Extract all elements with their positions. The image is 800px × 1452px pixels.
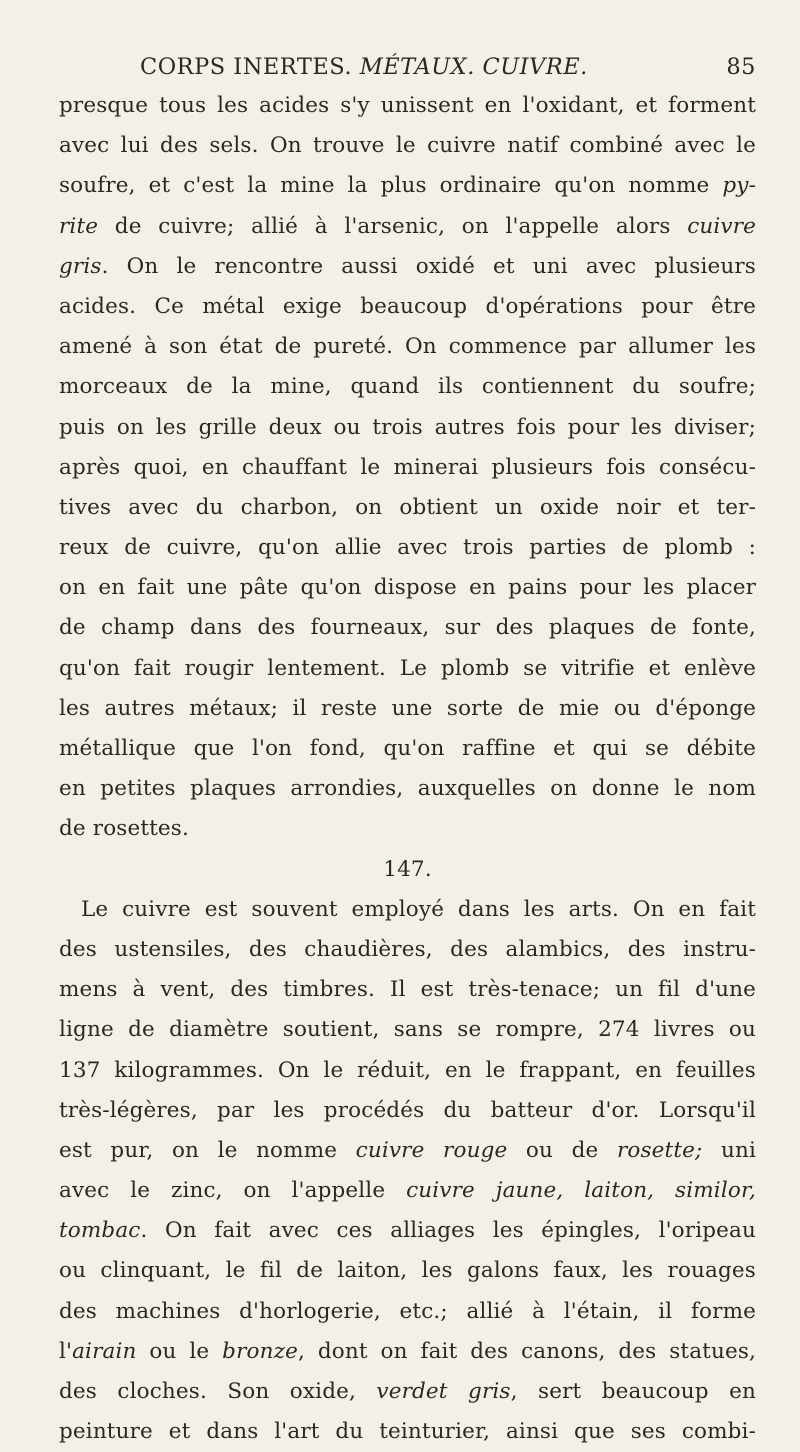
text-run: des cloches. Son oxide, <box>59 1379 377 1404</box>
italic-term: rosette; <box>616 1137 703 1163</box>
text-line: on en fait une pâte qu'on dispose en pains pour les placer <box>59 575 756 601</box>
text-run: uni <box>702 1137 756 1163</box>
text-line: tives avec du charbon, on obtient un oxide noir et ter- <box>59 494 756 520</box>
italic-term: gris <box>59 253 102 279</box>
italic-term: bronze <box>222 1338 298 1364</box>
italic-term: py- <box>722 173 756 199</box>
text-line <box>59 166 756 206</box>
text-line: qu'on fait rougir lentement. Le plomb se vitrifie et enlève <box>59 655 756 681</box>
italic-term: tombac <box>59 1218 141 1244</box>
text-run: avec le zinc, on l'appelle <box>59 1178 407 1204</box>
text-line <box>59 247 756 287</box>
page-header <box>0 46 800 86</box>
text-line: Le cuivre est souvent employé dans les arts. On en fait <box>81 896 756 922</box>
text-line: après quoi, en chauffant le minerai plusieurs fois consécu- <box>59 454 756 480</box>
text-line: des machines d'horlogerie, etc.; allié à l'étain, il forme <box>59 1298 756 1324</box>
text-line: ou clinquant, le fil de laiton, les galons faux, les rouages <box>59 1258 756 1284</box>
text-line: amené à son état de pureté. On commence par allumer les <box>59 334 756 360</box>
text-run: de cuivre; allié à l'arsenic, on l'appelle alors <box>98 213 688 239</box>
text-line <box>59 1332 756 1372</box>
italic-term: verdet gris <box>376 1379 511 1404</box>
italic-term: cuivre <box>687 213 756 239</box>
text-run: ou de <box>507 1137 617 1163</box>
text-line: puis on les grille deux ou trois autres fois pour les diviser; <box>59 414 756 440</box>
italic-term: airain <box>72 1338 137 1364</box>
running-head-text: CORPS INERTES. <box>140 54 353 80</box>
italic-term: rite <box>59 213 99 239</box>
text-line: presque tous les acides s'y unissent en l'oxidant, et forment <box>59 93 756 118</box>
text-line: reux de cuivre, qu'on allie avec trois parties de plomb : <box>59 535 756 561</box>
text-line <box>59 1171 756 1211</box>
text-line: métallique que l'on fond, qu'on raffine et qui se débite <box>59 736 756 761</box>
page-number: 85 <box>726 54 756 80</box>
section-number: 147. <box>383 856 432 882</box>
running-head <box>140 54 588 80</box>
text-run: ou le <box>136 1338 223 1364</box>
running-head-italic: MÉTAUX. CUIVRE. <box>359 54 588 80</box>
text-run: , sert beaucoup en <box>510 1379 756 1404</box>
text-line: acides. Ce métal exige beaucoup d'opérations pour être <box>59 293 756 319</box>
italic-term: cuivre rouge <box>355 1137 508 1163</box>
text-run: l' <box>59 1338 73 1364</box>
text-line <box>59 207 756 247</box>
text-line <box>59 1372 756 1412</box>
text-line: en petites plaques arrondies, auxquelles on donne le nom <box>59 776 756 802</box>
text-line: 137 kilogrammes. On le réduit, en le frappant, en feuilles <box>59 1057 756 1083</box>
text-line: les autres métaux; il reste une sorte de mie ou d'éponge <box>59 695 756 721</box>
text-line: de champ dans des fourneaux, sur des plaques de fonte, <box>59 615 756 641</box>
text-line <box>59 1131 756 1171</box>
text-line: mens à vent, des timbres. Il est très-tenace; un fil d'une <box>59 977 756 1003</box>
text-line: morceaux de la mine, quand ils contiennent du soufre; <box>59 374 756 400</box>
text-line: très-légères, par les procédés du batteur d'or. Lorsqu'il <box>59 1097 756 1123</box>
paragraph <box>59 86 756 850</box>
text-line: ligne de diamètre soutient, sans se rompre, 274 livres ou <box>59 1017 756 1043</box>
text-run: . On le rencontre aussi oxidé et uni avec plusieurs <box>101 253 756 279</box>
italic-term: cuivre jaune, laiton, similor, <box>406 1178 756 1204</box>
paragraph <box>59 890 756 1452</box>
text-line <box>59 1211 756 1251</box>
text-line: des ustensiles, des chaudières, des alambics, des instru- <box>59 936 756 962</box>
text-run: est pur, on le nomme <box>59 1137 356 1163</box>
page-body <box>59 86 756 1452</box>
text-run: , dont on fait des canons, des statues, <box>297 1338 756 1364</box>
text-run: . On fait avec ces alliages les épingles, l'oripeau <box>140 1218 756 1244</box>
text-line: peinture et dans l'art du teinturier, ainsi que ses combi- <box>59 1419 756 1445</box>
text-run: soufre, et c'est la mine la plus ordinaire qu'on nomme <box>59 173 723 199</box>
text-line: de rosettes. <box>59 816 189 842</box>
text-line: avec lui des sels. On trouve le cuivre natif combiné avec le <box>59 133 756 159</box>
